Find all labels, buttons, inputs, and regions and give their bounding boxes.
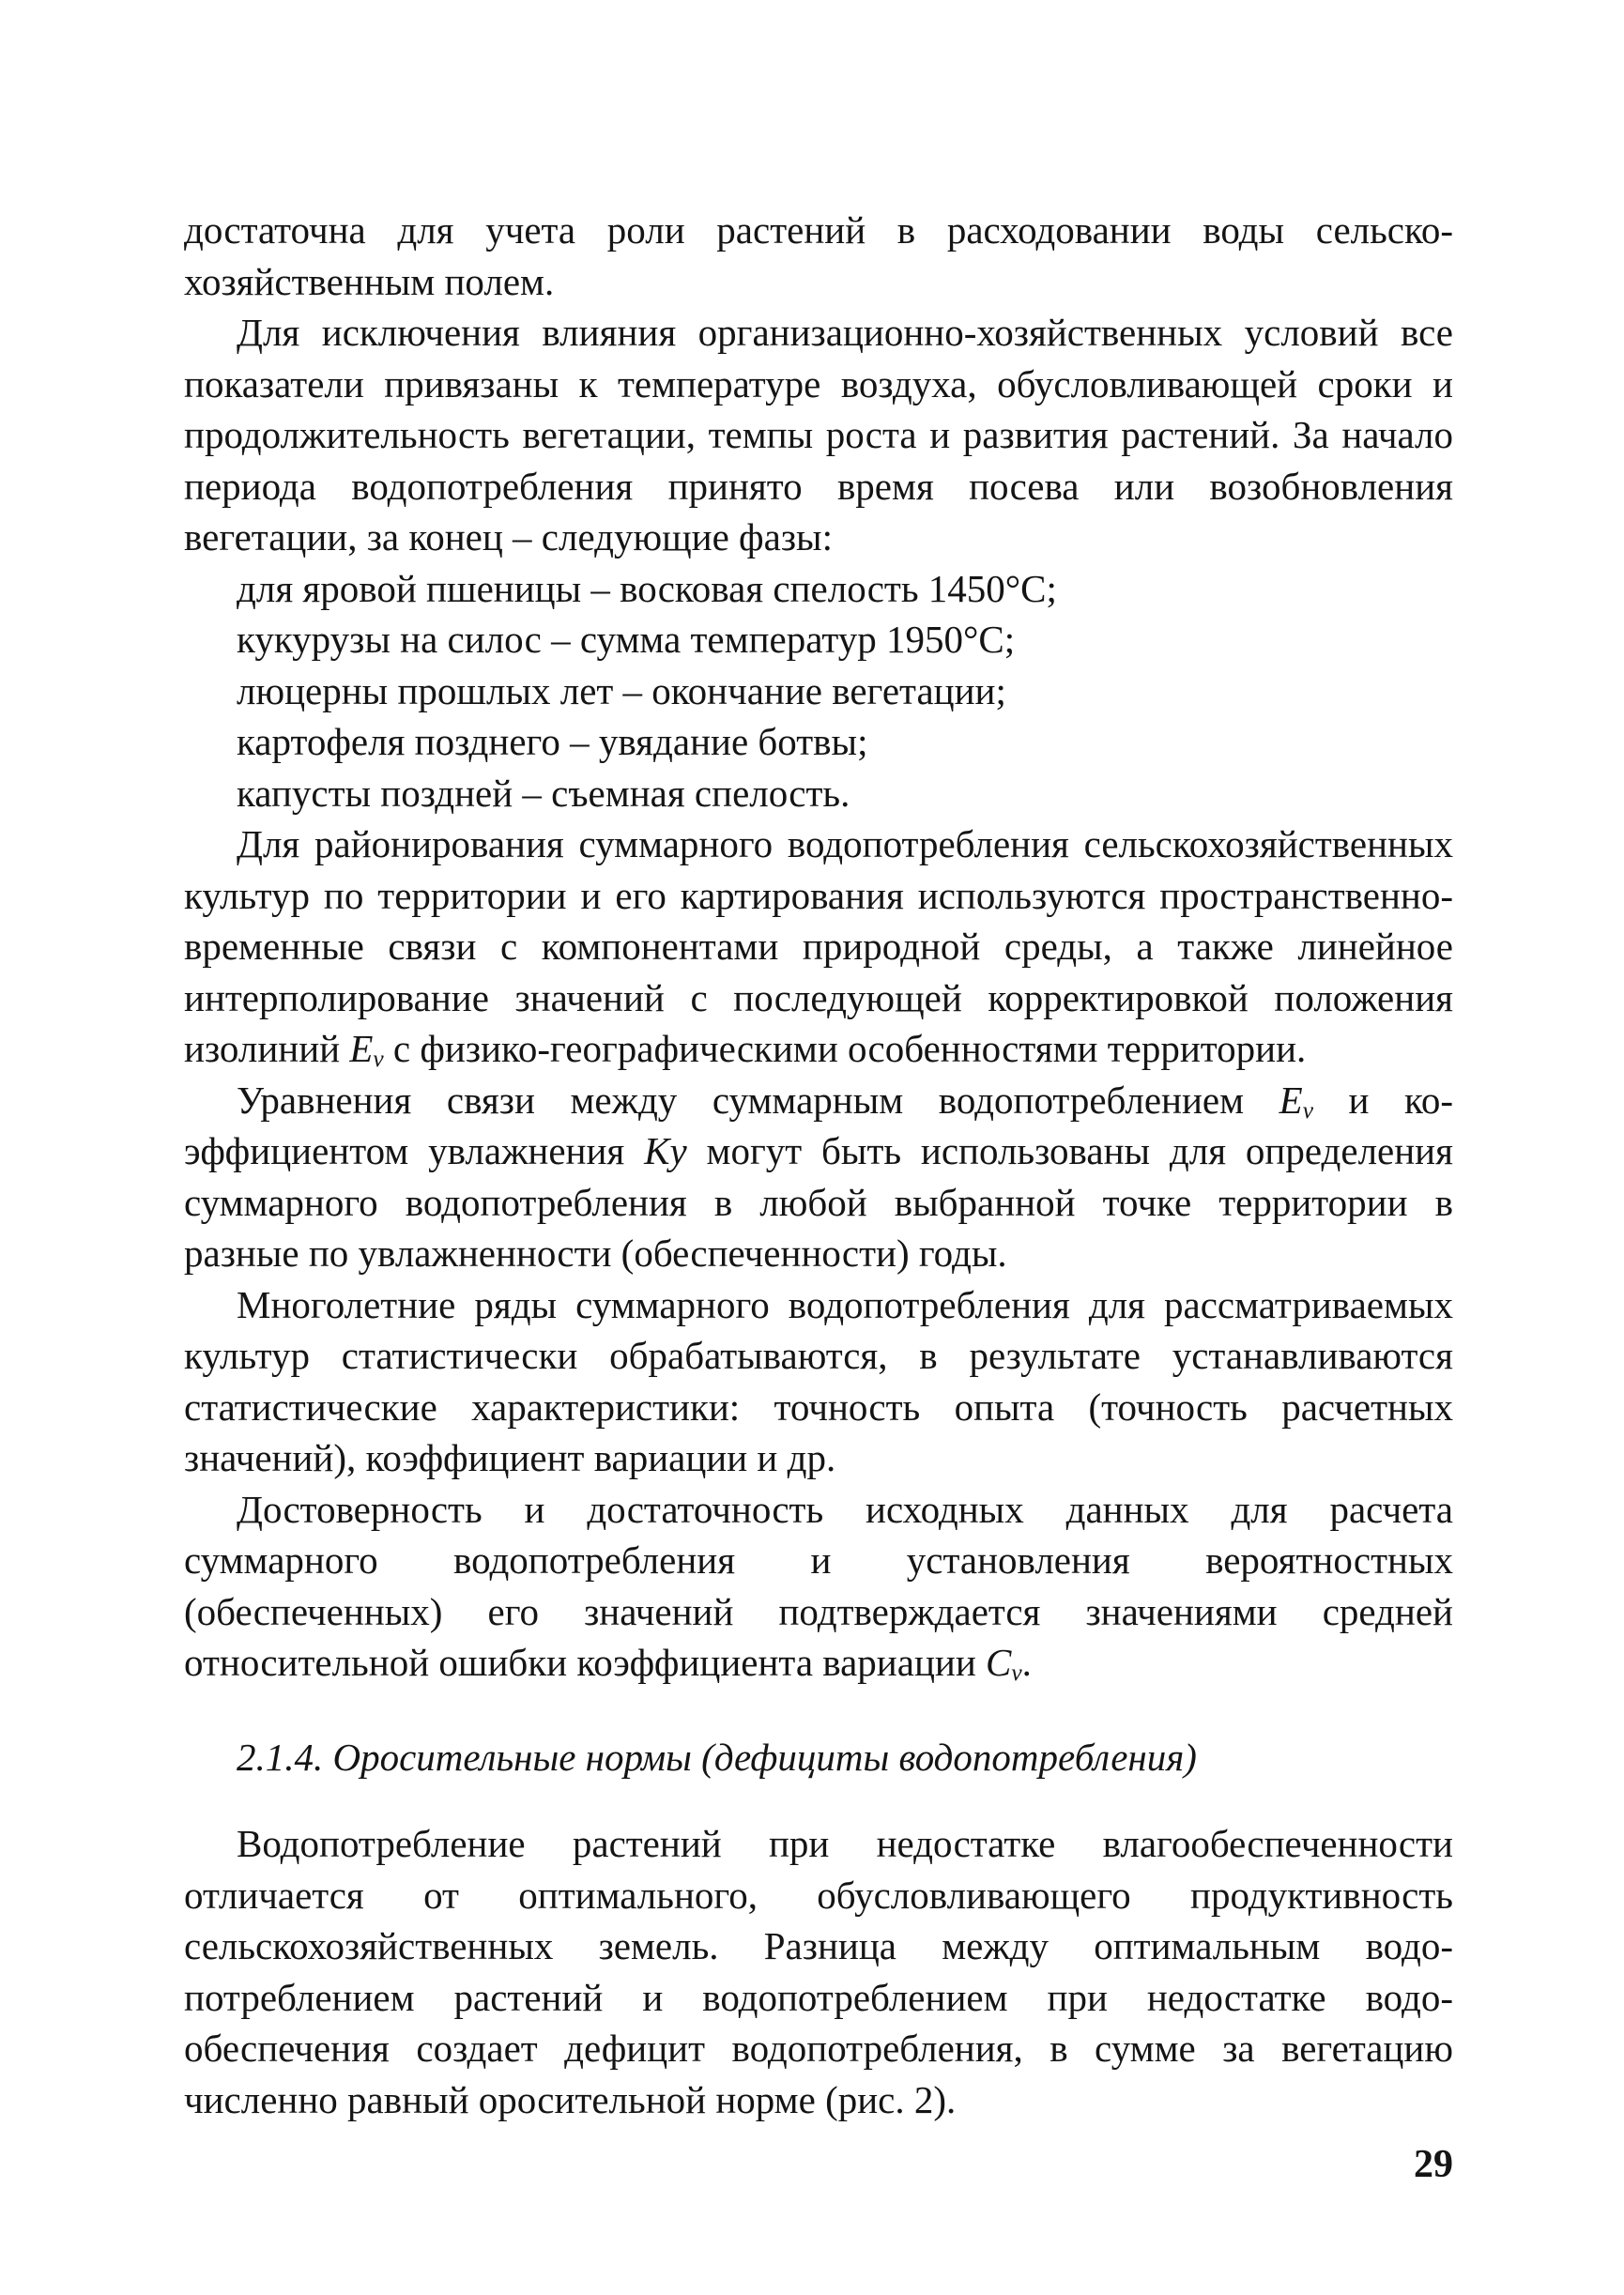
section-heading: 2.1.4. Оросительные нормы (дефициты водопотребления): [237, 1735, 1197, 1779]
page-body: [184, 205, 1453, 2125]
text-segment: .: [1021, 1641, 1032, 1684]
paragraph-zoning: [184, 819, 1453, 1075]
list-item: картофеля позднего – увядание ботвы;: [237, 720, 868, 763]
symbol-ky: Ky: [644, 1129, 687, 1172]
text-segment: Для районирования суммарного водопотребления сельскохозяйственных культур по территории и его картирования используются пространственно-временные связи с компонентами природной среды, а также линейное интерполирование значений с последующей корректировкой положения изолиний: [184, 822, 1453, 1070]
text-segment: Уравнения связи между суммарным водопотреблением: [237, 1078, 1245, 1122]
paragraph-statistics: Многолетние ряды суммарного водопотребления для рассматриваемых культур статистически обрабатываются, в результате устанавливаются статистические характеристики: точность опыта (точность расчетных значений), коэффициент вариации и др.: [184, 1282, 1453, 1479]
page-number: 29: [1414, 2143, 1453, 2186]
list-item: капусты поздней – съемная спелость.: [237, 771, 850, 815]
text-segment: могут быть использованы для определения суммарного водопотребления в любой выбранной точке территории в разные по увлажненности (обеспеченности) годы.: [184, 1129, 1453, 1275]
paragraph-influence-exclusion: Для исключения влияния организационно-хозяйственных условий все показатели привязаны к температуре воздуха, обусловливающей сроки и продолжительность вегетации, темпы роста и развития растений. За начало периода водопотребления принято время посева или возобновления вегетации, за конец – следующие фазы:: [184, 311, 1453, 558]
text-segment: и коэффициентом увлажнения: [184, 1078, 1454, 1172]
paragraph-reliability: [184, 1484, 1453, 1689]
symbol-ev: $E_v$: [349, 1027, 384, 1073]
list-item: кукурузы на силос – сумма температур 1950°С;: [237, 618, 1016, 661]
symbol-ev: $E_v$: [1279, 1078, 1313, 1124]
text-segment: Достоверность и достаточность исходных данных для расчета суммарного водопотребления и установления вероятностных (обеспеченных) его значений подтверждается значениями средней относительной ошибки коэффициента вариации: [184, 1487, 1453, 1684]
phase-list: [184, 563, 1453, 819]
list-item: люцерны прошлых лет – окончание вегетации;: [237, 668, 1006, 712]
paragraph-equations: [184, 1075, 1453, 1279]
text-segment: с физико-географическими особенностями территории.: [392, 1027, 1307, 1070]
symbol-cv: $C_v$: [986, 1641, 1022, 1687]
paragraph-irrigation-norms: Водопотребление растений при недостатке влагообеспеченности отличается от оптимального, обусловливающего продуктивность сельскохозяйственных земель. Разница между оптимальным водопотреблением растений и водопотреблением при недостатке водообеспечения создает дефицит водопотребления, в сумме за вегетацию численно равный оросительной норме (рис. 2).: [184, 1822, 1453, 2121]
paragraph-continued: достаточна для учета роли растений в расходовании воды сельскохозяйственным полем.: [184, 208, 1453, 303]
list-item: для яровой пшеницы – восковая спелость 1450°С;: [237, 566, 1057, 610]
